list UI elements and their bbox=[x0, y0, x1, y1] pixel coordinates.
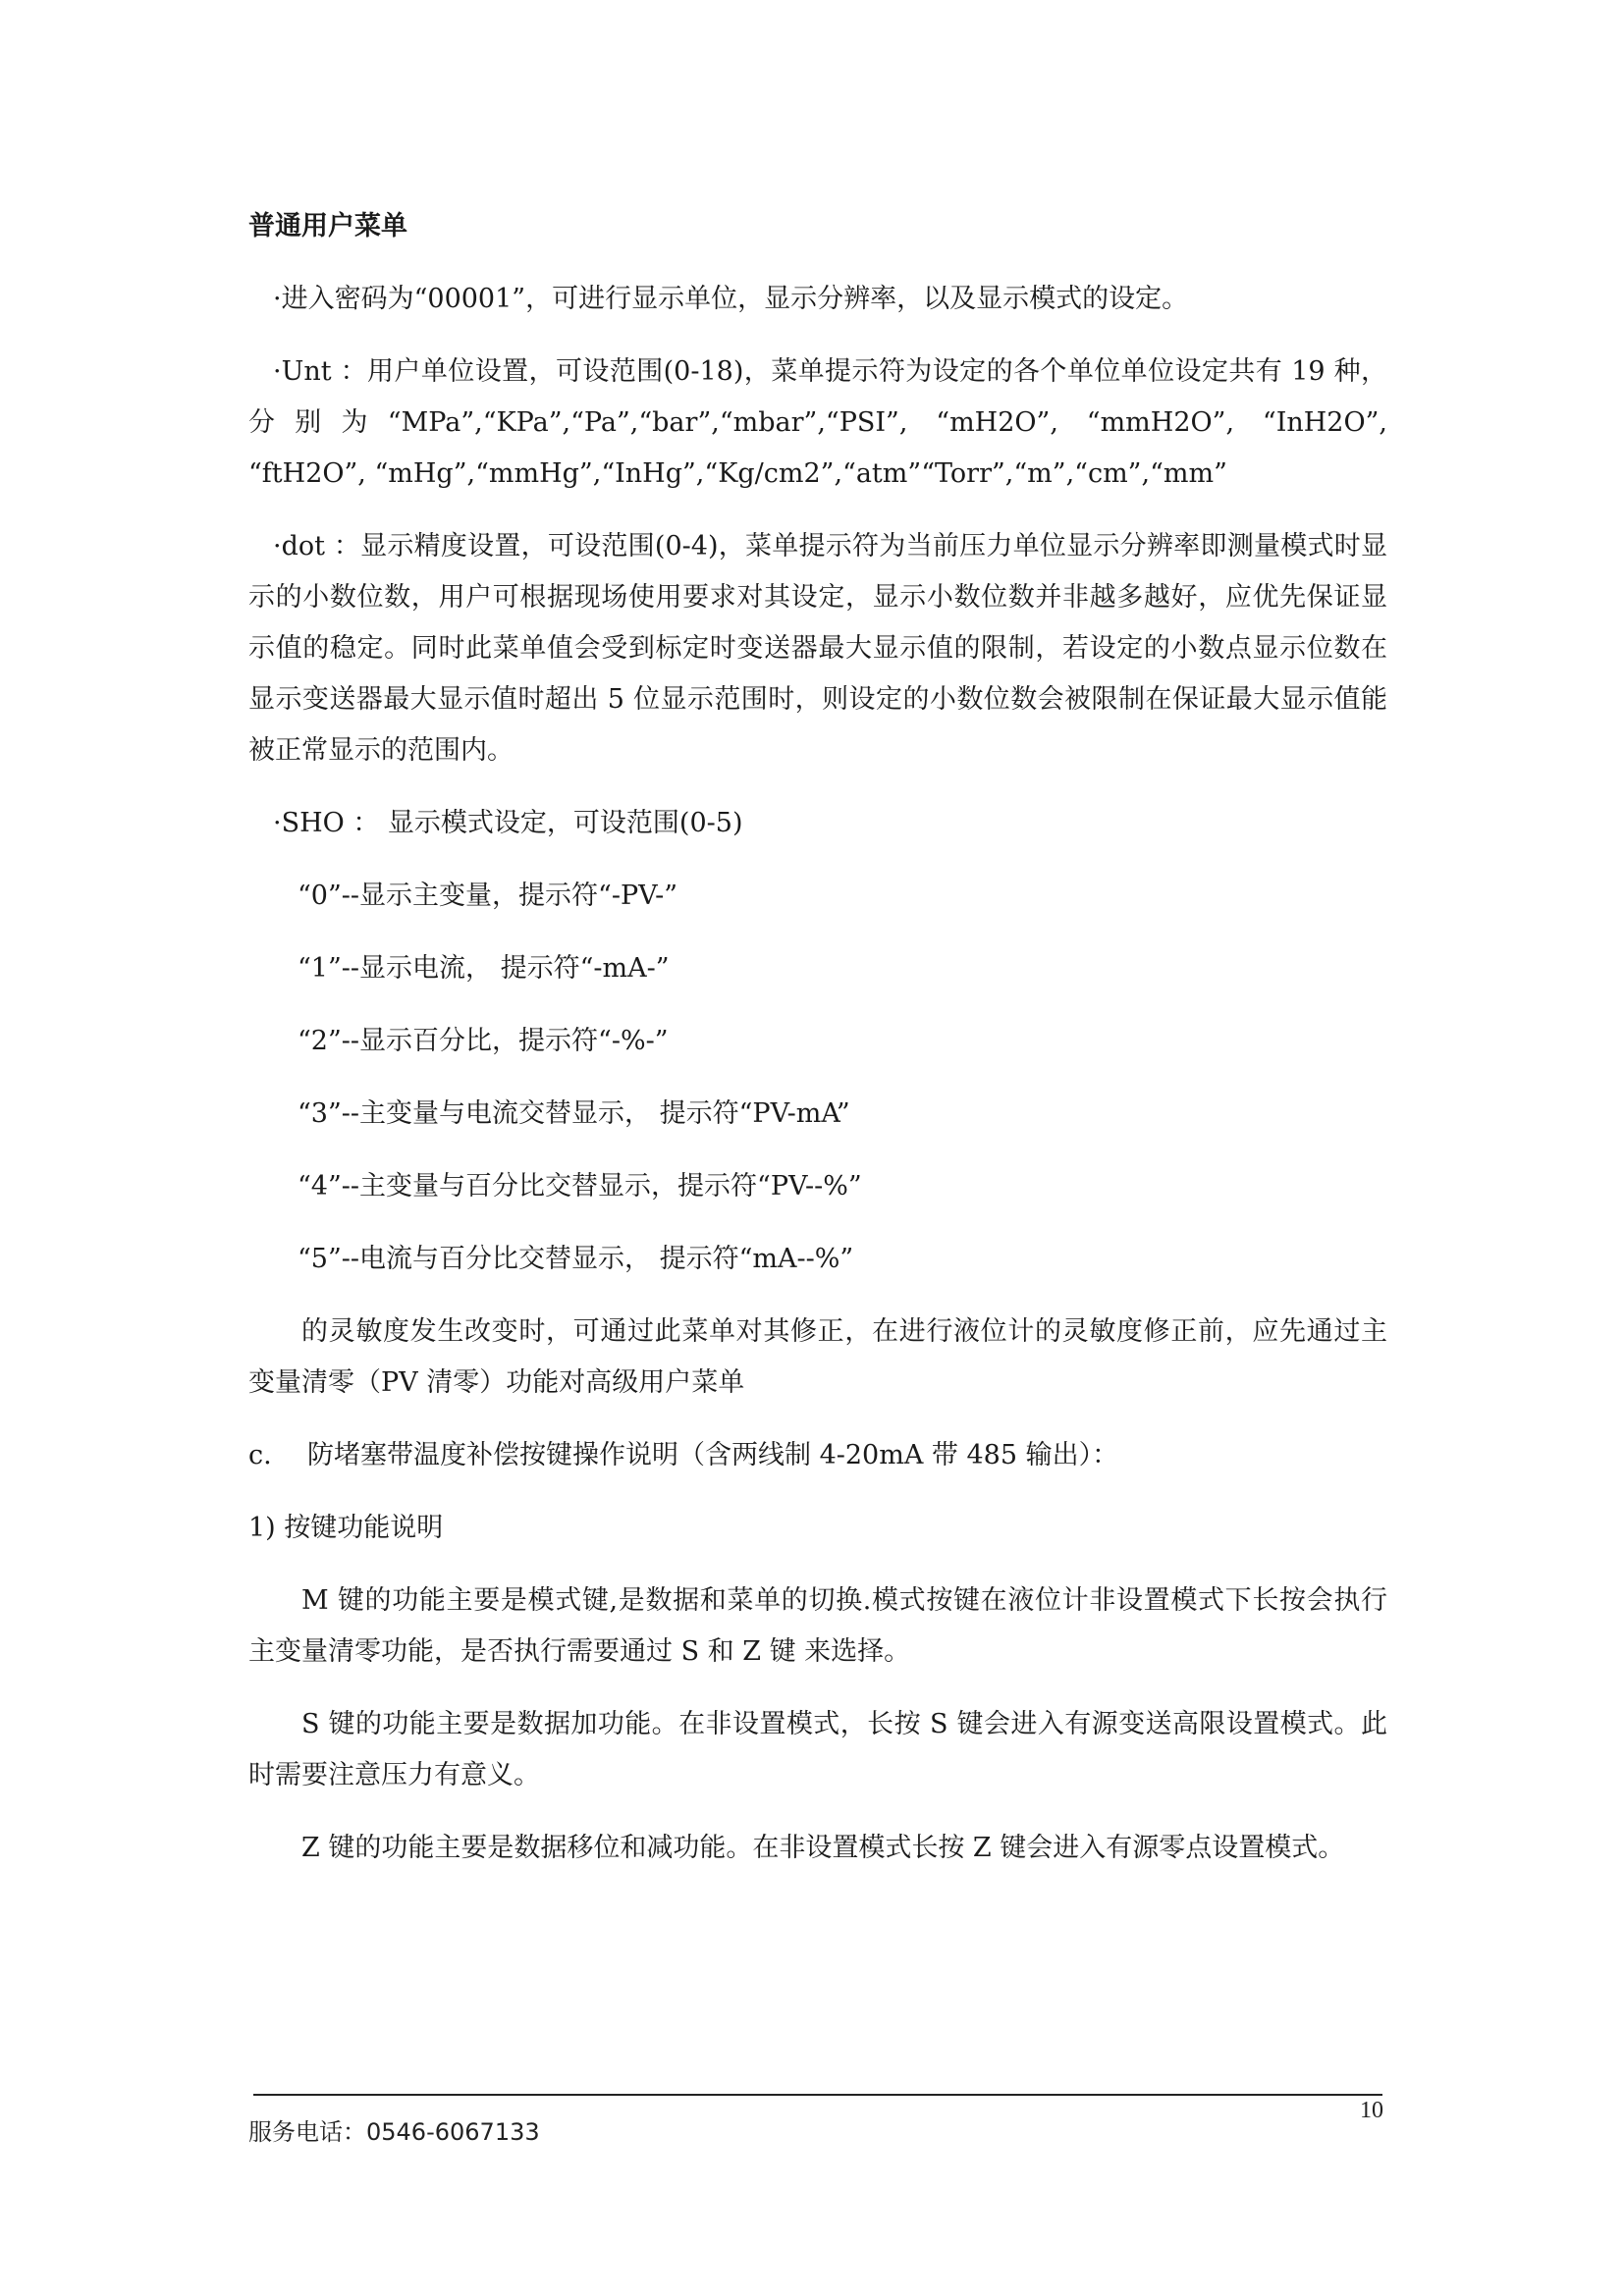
section-heading: 普通用户菜单 bbox=[248, 211, 407, 241]
display-mode-paragraph: ·SHO ： 显示模式设定，可设范围(0-5) bbox=[273, 808, 743, 838]
footer-divider bbox=[253, 2094, 1382, 2096]
sho-option: “0”--显示主变量，提示符“-PV-” bbox=[298, 881, 678, 911]
section-c-label: c. bbox=[248, 1440, 272, 1470]
sho-option: “3”--主变量与电流交替显示， 提示符“PV-mA” bbox=[298, 1098, 850, 1129]
unit-setting-paragraph: ·Unt ：用户单位设置，可设范围(0-18)，菜单提示符为设定的各个单位单位设定共有 19 种，分别为“MPa”,“KPa”,“Pa”,“bar”,“mbar”,“PSI”, “mH2O”, “mmH2O”, “InH2O”, “ftH2O”, “mHg”,“mmHg”,“InHg”,“Kg/cm2”,“atm”“Torr”,“m”,“cm”,“mm” bbox=[248, 356, 1387, 489]
service-phone: 服务电话：0546-6067133 bbox=[248, 2118, 540, 2146]
subsection-heading: 1) 按键功能说明 bbox=[248, 1513, 444, 1543]
password-paragraph: ·进入密码为“00001”，可进行显示单位，显示分辨率，以及显示模式的设定。 bbox=[273, 284, 1189, 314]
sho-option: “4”--主变量与百分比交替显示，提示符“PV--%” bbox=[298, 1171, 862, 1201]
precision-setting-paragraph: ·dot ：显示精度设置，可设范围(0-4)，菜单提示符为当前压力单位显示分辨率即测量模式时显示的小数位数，用户可根据现场使用要求对其设定，显示小数位数并非越多越好，应优先保证显示值的稳定。同时此菜单值会受到标定时变送器最大显示值的限制，若设定的小数点显示位数在显示变送器最大显示值时超出 5 位显示范围时，则设定的小数位数会被限制在保证最大显示值能被正常显示的范围内。 bbox=[248, 531, 1387, 766]
section-c-text: 防堵塞带温度补偿按键操作说明（含两线制 4-20mA 带 485 输出）： bbox=[307, 1440, 1119, 1470]
z-key-paragraph: Z 键的功能主要是数据移位和减功能。在非设置模式长按 Z 键会进入有源零点设置模式。 bbox=[301, 1833, 1345, 1863]
sho-option: “2”--显示百分比，提示符“-%-” bbox=[298, 1026, 669, 1056]
section-c bbox=[248, 1430, 1387, 1481]
page-content bbox=[248, 201, 1387, 1874]
page-number: 10 bbox=[1360, 2098, 1383, 2123]
s-key-paragraph: S 键的功能主要是数据加功能。在非设置模式，长按 S 键会进入有源变送高限设置模式。此时需要注意压力有意义。 bbox=[248, 1709, 1387, 1790]
sho-option: “1”--显示电流， 提示符“-mA-” bbox=[298, 953, 670, 984]
m-key-paragraph: M 键的功能主要是模式键,是数据和菜单的切换.模式按键在液位计非设置模式下长按会执行主变量清零功能，是否执行需要通过 S 和 Z 键 来选择。 bbox=[248, 1585, 1387, 1667]
sensitivity-paragraph: 的灵敏度发生改变时，可通过此菜单对其修正，在进行液位计的灵敏度修正前，应先通过主变量清零（PV 清零）功能对高级用户菜单 bbox=[248, 1316, 1387, 1398]
sho-option: “5”--电流与百分比交替显示， 提示符“mA--%” bbox=[298, 1244, 854, 1274]
